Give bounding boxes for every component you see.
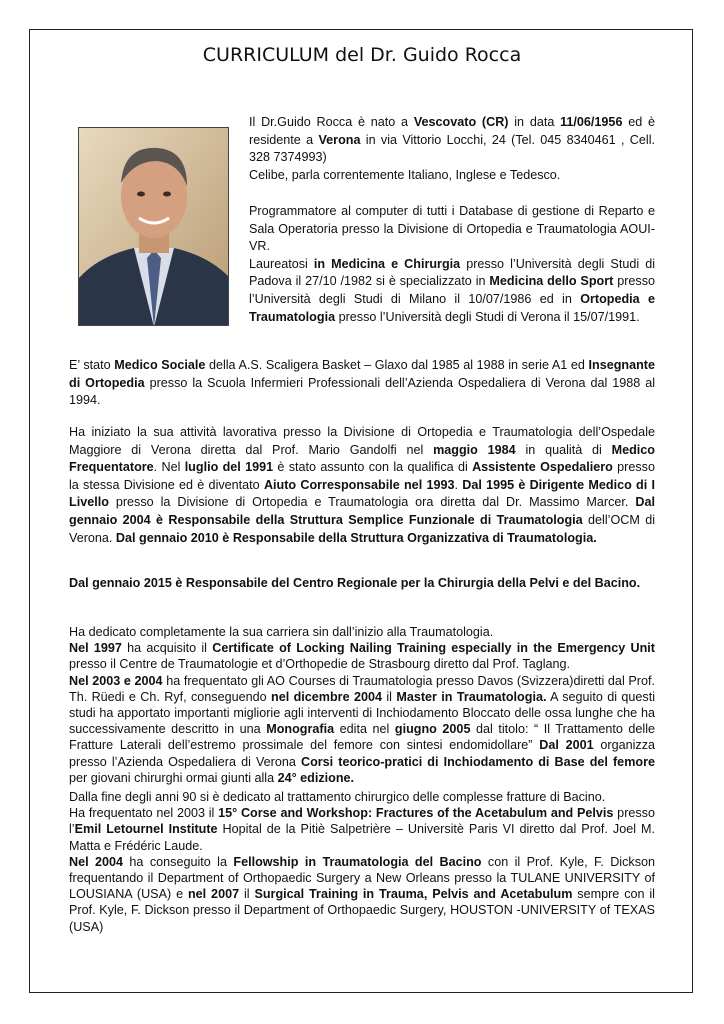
text: . <box>454 477 463 492</box>
bold-text: Medico Frequentatore <box>69 442 655 475</box>
text: dal titolo: “ Il Trattamento delle Fratture Laterali dell’estremo prossimale del femore con sintesi endomidollare” <box>69 722 655 753</box>
text: presso il Centre de Traumatologie et d’Orthopedie de Strasbourg diretto dal Prof. Taglang. <box>69 657 571 672</box>
bold-text: Master in Traumatologia. <box>396 689 547 704</box>
bold-text: Emil Letournel Institute <box>74 822 218 837</box>
bold-text: Nel 1997 <box>69 641 122 656</box>
bold-text: giugno 2005 <box>394 722 471 737</box>
text: Laureatosi <box>249 256 314 271</box>
text: presso l’ <box>69 806 655 837</box>
bold-text: 15° Corse and Workshop: Fractures of the Acetabulum and Pelvis <box>218 806 614 821</box>
text: presso l’Università degli Studi di Verona il 15/07/1991. <box>335 309 640 324</box>
text: in data <box>508 115 561 129</box>
text: presso la Divisione di Ortopedia e Traumatologia ora diretta dal Dr. Massimo Marcer. <box>108 495 636 510</box>
bold-text: Ortopedia e Traumatologia <box>249 291 655 324</box>
bio-medico-sociale <box>69 357 655 410</box>
bold-text: Surgical Training in Trauma, Pelvis and Acetabulum <box>254 887 573 902</box>
bold-text: Dal 1995 è Dirigente Medico di I Livello <box>69 477 655 510</box>
text: Ha iniziato la sua attività lavorativa presso la Divisione di Ortopedia e Traumatologia dell’Ospedale Maggiore di Verona diretta dal Prof. Mario Gandolfi nel <box>69 425 655 457</box>
bio-traumatology <box>69 624 655 786</box>
bold-text: luglio del 1991 <box>184 460 274 475</box>
text: presso la Scuola Infermieri Professionali dell’Azienda Ospedaliera di Verona dal 1988 al 1994. <box>69 375 656 408</box>
bold-text: Assistente Ospedaliero <box>472 460 613 475</box>
text: in qualità di <box>515 442 612 457</box>
text: Programmatore al computer di tutti i Database di gestione di Reparto e Sala Operatoria presso la Divisione di Ortopedia e Traumatologia AOUI-VR. <box>249 204 655 254</box>
bold-text: nel 2007 <box>187 887 240 902</box>
bold-text: in Medicina e Chirurgia <box>313 256 461 271</box>
text: ed è residente a <box>249 115 655 147</box>
bold-text: 11/06/1956 <box>560 115 623 129</box>
page-title: CURRICULUM del Dr. Guido Rocca <box>202 44 522 66</box>
portrait-icon <box>79 128 229 326</box>
bio-intro <box>249 114 655 184</box>
text: Dalla fine degli anni 90 si è dedicato al trattamento chirurgico delle complesse fratture di Bacino. <box>69 790 606 804</box>
text: A seguito di questi studi ha apportato importanti migliorie agli interventi di Inchiodamento Bloccato delle ossa lunghe che ha successivamente descritto in una <box>69 689 655 737</box>
text: Ha frequentato nel 2003 il <box>69 806 219 821</box>
text: il <box>239 887 255 902</box>
bold-text: Nel 2004 <box>69 854 124 869</box>
bold-text: 24° edizione. <box>277 770 355 785</box>
text: della A.S. Scaligera Basket – Glaxo dal 1985 al 1988 in serie A1 ed <box>205 358 589 372</box>
text: presso la stessa Divisione ed è diventato <box>69 460 655 492</box>
portrait-photo <box>78 127 229 326</box>
text: dell’OCM di Verona. <box>69 512 656 545</box>
text: il <box>381 689 397 704</box>
text: presso l’Università degli Studi di Milano il 10/07/1986 ed in <box>249 274 655 306</box>
text: Ha dedicato completamente la sua carriera sin dall’inizio alla Traumatologia. <box>69 625 494 639</box>
bio-pelvis <box>69 789 655 935</box>
bold-text: Aiuto Corresponsabile nel 1993 <box>263 477 455 492</box>
text: ha conseguito la <box>123 854 234 869</box>
text: Celibe, parla correntemente Italiano, Inglese e Tedesco. <box>249 167 561 182</box>
text: in via Vittorio Locchi, 24 (Tel. 045 8340461 , Cell. 328 7374993) <box>249 132 656 165</box>
text: Hopital de la Pitiè Salpetrière – Universitè Paris VI diretto dal Prof. Joel M. Matta e Frédéric Laude. <box>69 822 655 853</box>
bold-text: maggio 1984 <box>433 442 516 457</box>
text: per giovani chirurghi ormai giunti alla <box>69 770 278 785</box>
bold-text: nel dicembre 2004 <box>271 689 382 704</box>
text: ha frequentato gli AO Courses di Traumatologia presso Davos (Svizzera)diretti dal Prof. Th. Rüedi e Ch. Ryf, conseguendo <box>69 673 655 704</box>
bold-text: Dal gennaio 2015 è Responsabile del Centro Regionale per la Chirurgia della Pelvi e del Bacino. <box>69 576 641 590</box>
bold-text: Certificate of Locking Nailing Training especially in the Emergency Unit <box>212 641 655 656</box>
text: presso l’Università degli Studi di Padova il 27/10 /1982 si è specializzato in <box>249 256 655 289</box>
text: è stato assunto con la qualifica di <box>273 460 473 475</box>
text: . Nel <box>153 460 185 475</box>
bold-text: Fellowship in Traumatologia del Bacino <box>233 854 482 869</box>
text: ha acquisito il <box>121 641 213 656</box>
text: con il Prof. Kyle, F. Dickson frequentando il Department of Orthopaedic Surgery a New Orleans presso la TULANE UNIVERSITY of LOUSIANA (USA) e <box>69 854 656 902</box>
bold-text: Medicina dello Sport <box>489 274 614 289</box>
bold-text: Verona <box>318 132 361 147</box>
bold-text: Dal gennaio 2004 è Responsabile della Struttura Semplice Funzionale di Traumatologia <box>69 495 655 527</box>
bold-text: Insegnante di Ortopedia <box>69 358 655 390</box>
bold-text: Nel 2003 e 2004 <box>69 673 163 688</box>
bio-centro-regionale <box>69 575 655 593</box>
bold-text: Dal gennaio 2010 è Responsabile della Struttura Organizzativa di Traumatologia. <box>115 530 597 545</box>
bold-text: Vescovato (CR) <box>413 115 509 129</box>
text: sempre con il Prof. Kyle, F. Dickson presso il Department of Orthopaedic Surgery, HOUSTON -UNIVERSITY of TEXAS (USA) <box>69 887 655 934</box>
text: edita nel <box>334 722 395 737</box>
text: organizza presso l’Azienda Ospedaliera di Verona <box>69 738 655 769</box>
bold-text: Medico Sociale <box>114 358 206 372</box>
bold-text: Dal 2001 <box>539 738 594 753</box>
bold-text: Corsi teorico-pratici di Inchiodamento di Base del femore <box>300 754 655 769</box>
bold-text: Monografia <box>266 722 335 737</box>
text: E’ stato <box>69 358 115 372</box>
bio-education <box>249 203 655 326</box>
text: Il Dr.Guido Rocca è nato a <box>249 115 414 129</box>
bio-career <box>69 424 655 547</box>
